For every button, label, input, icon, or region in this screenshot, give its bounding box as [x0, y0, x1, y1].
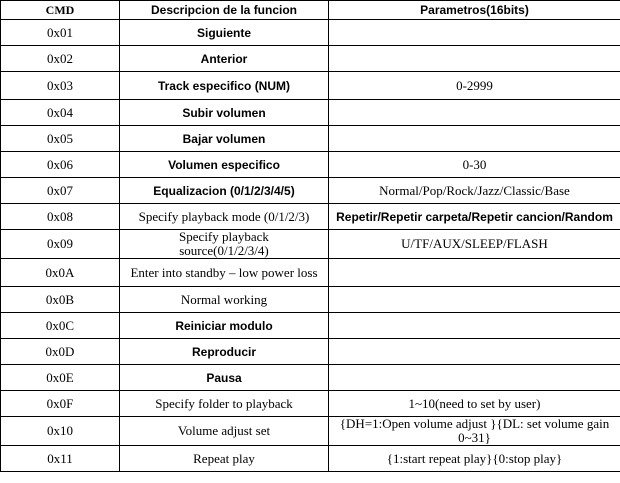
cmd-cell: 0x05: [1, 126, 120, 152]
table-row: [1, 313, 620, 339]
table-row: [1, 152, 620, 178]
cmd-cell: 0x01: [1, 20, 120, 46]
header-descripcion: Descripcion de la funcion: [120, 1, 329, 20]
desc-cell: Bajar volumen: [120, 126, 329, 152]
param-cell: Repetir/Repetir carpeta/Repetir cancion/Random: [329, 204, 620, 230]
table-row: [1, 46, 620, 72]
cmd-cell: 0x0B: [1, 287, 120, 313]
cmd-cell: 0x10: [1, 417, 120, 446]
cmd-cell: 0x07: [1, 178, 120, 204]
cmd-cell: 0x0A: [1, 259, 120, 287]
table-row: [1, 417, 620, 446]
table-row: [1, 204, 620, 230]
cmd-cell: 0x09: [1, 230, 120, 259]
table-row: [1, 72, 620, 100]
param-cell: [329, 259, 620, 287]
desc-cell: Volume adjust set: [120, 417, 329, 446]
param-cell: [329, 126, 620, 152]
cmd-cell: 0x06: [1, 152, 120, 178]
cmd-cell: 0x03: [1, 72, 120, 100]
desc-cell: Equalizacion (0/1/2/3/4/5): [120, 178, 329, 204]
cmd-cell: 0x0D: [1, 339, 120, 365]
cmd-cell: 0x0E: [1, 365, 120, 391]
param-cell: [329, 20, 620, 46]
cmd-cell: 0x0F: [1, 391, 120, 417]
desc-cell: Pausa: [120, 365, 329, 391]
table-row: [1, 230, 620, 259]
table-header-row: [1, 1, 620, 20]
param-cell: [329, 313, 620, 339]
param-cell: {1:start repeat play}{0:stop play}: [329, 446, 620, 472]
desc-cell: Track especifico (NUM): [120, 72, 329, 100]
param-cell: Normal/Pop/Rock/Jazz/Classic/Base: [329, 178, 620, 204]
desc-cell: Reproducir: [120, 339, 329, 365]
header-cmd: CMD: [1, 1, 120, 20]
param-cell: 0-30: [329, 152, 620, 178]
cmd-cell: 0x11: [1, 446, 120, 472]
table-row: [1, 178, 620, 204]
table-row: [1, 20, 620, 46]
desc-cell: Normal working: [120, 287, 329, 313]
desc-cell: Anterior: [120, 46, 329, 72]
desc-cell: Subir volumen: [120, 100, 329, 126]
param-cell: [329, 339, 620, 365]
desc-cell: Repeat play: [120, 446, 329, 472]
param-cell: [329, 287, 620, 313]
table-row: [1, 391, 620, 417]
table-row: [1, 287, 620, 313]
cmd-cell: 0x02: [1, 46, 120, 72]
param-cell: 1~10(need to set by user): [329, 391, 620, 417]
desc-cell: Volumen especifico: [120, 152, 329, 178]
desc-cell: Specify playback source(0/1/2/3/4): [120, 230, 329, 259]
cmd-cell: 0x08: [1, 204, 120, 230]
param-cell: [329, 46, 620, 72]
desc-cell: Enter into standby – low power loss: [120, 259, 329, 287]
header-parametros: Parametros(16bits): [329, 1, 620, 20]
cmd-cell: 0x04: [1, 100, 120, 126]
table-row: [1, 365, 620, 391]
param-cell: U/TF/AUX/SLEEP/FLASH: [329, 230, 620, 259]
table-row: [1, 339, 620, 365]
table-row: [1, 446, 620, 472]
desc-cell: Reiniciar modulo: [120, 313, 329, 339]
param-cell: {DH=1:Open volume adjust }{DL: set volume gain 0~31}: [329, 417, 620, 446]
param-cell: [329, 365, 620, 391]
desc-cell: Siguiente: [120, 20, 329, 46]
table-row: [1, 259, 620, 287]
table-row: [1, 126, 620, 152]
desc-cell: Specify folder to playback: [120, 391, 329, 417]
cmd-cell: 0x0C: [1, 313, 120, 339]
param-cell: [329, 100, 620, 126]
table-row: [1, 100, 620, 126]
param-cell: 0-2999: [329, 72, 620, 100]
desc-cell: Specify playback mode (0/1/2/3): [120, 204, 329, 230]
